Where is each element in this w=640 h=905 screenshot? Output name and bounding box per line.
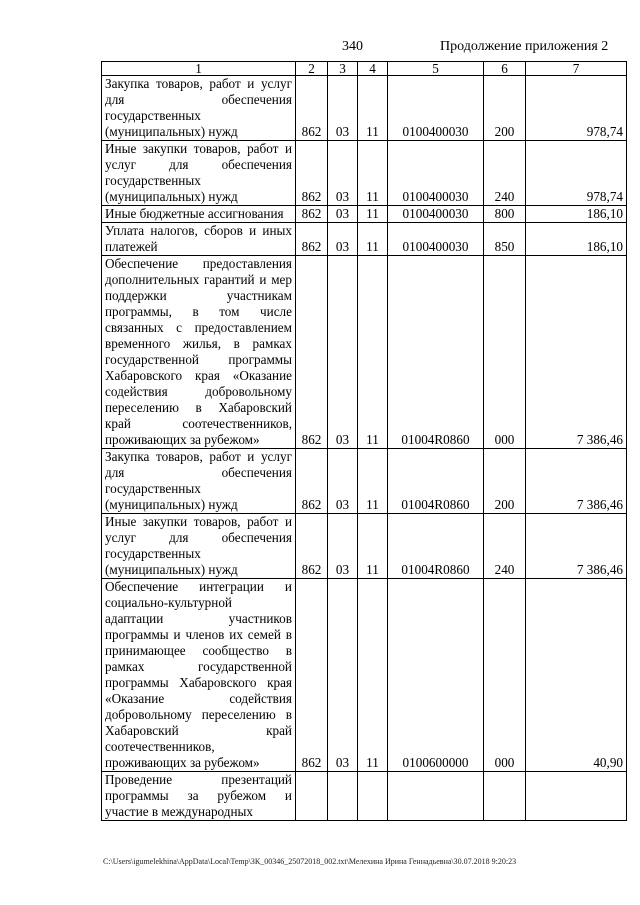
row-target-article: 0100400030 bbox=[388, 76, 484, 141]
row-subsection: 11 bbox=[358, 449, 388, 514]
col-number: 1 bbox=[102, 62, 296, 76]
row-code-grbs: 862 bbox=[296, 206, 328, 223]
col-number: 4 bbox=[358, 62, 388, 76]
column-number-row bbox=[102, 62, 627, 76]
row-name: Обеспечение интеграции и социально-культурной адаптации участников программы и членов их семей в принимающее сообщество в рамках государственной программы Хабаровского края «Оказание содействия добровольному переселению в Хабаровский край соотечественников, проживающих за рубежом» bbox=[102, 579, 296, 772]
row-expense-type: 000 bbox=[484, 256, 526, 449]
row-target-article bbox=[388, 772, 484, 821]
budget-table bbox=[101, 61, 627, 821]
table-row bbox=[102, 579, 627, 772]
row-target-article: 0100400030 bbox=[388, 206, 484, 223]
row-name: Закупка товаров, работ и услуг для обеспечения государственных (муниципальных) нужд bbox=[102, 76, 296, 141]
row-subsection: 11 bbox=[358, 223, 388, 256]
table-row bbox=[102, 449, 627, 514]
row-expense-type: 800 bbox=[484, 206, 526, 223]
table-row bbox=[102, 206, 627, 223]
row-code-grbs: 862 bbox=[296, 256, 328, 449]
row-expense-type: 000 bbox=[484, 579, 526, 772]
table-body bbox=[102, 62, 627, 821]
col-number: 5 bbox=[388, 62, 484, 76]
row-name: Иные закупки товаров, работ и услуг для обеспечения государственных (муниципальных) нужд bbox=[102, 514, 296, 579]
row-name: Обеспечение предоставления дополнительных гарантий и мер поддержки участникам программы, в том числе связанных с предоставлением временного жилья, в рамках государственной программы Хабаровского края «Оказание содействия добровольному переселению в Хабаровский край соотечественников, проживающих за рубежом» bbox=[102, 256, 296, 449]
table-row bbox=[102, 76, 627, 141]
row-section: 03 bbox=[328, 256, 358, 449]
file-path-footer: C:\Users\igumelekhina\AppData\Local\Temp\ЗК_00346_25072018_002.txt\Мелехина Ирина Геннадьевна\30.07.2018 9:20:23 bbox=[103, 857, 517, 866]
row-subsection bbox=[358, 772, 388, 821]
row-expense-type bbox=[484, 772, 526, 821]
row-name: Иные бюджетные ассигнования bbox=[102, 206, 296, 223]
col-number: 6 bbox=[484, 62, 526, 76]
row-target-article: 0100600000 bbox=[388, 579, 484, 772]
row-code-grbs: 862 bbox=[296, 579, 328, 772]
row-subsection: 11 bbox=[358, 141, 388, 206]
row-code-grbs: 862 bbox=[296, 514, 328, 579]
row-section: 03 bbox=[328, 449, 358, 514]
row-expense-type: 850 bbox=[484, 223, 526, 256]
row-name: Проведение презентаций программы за рубежом и участие в международных bbox=[102, 772, 296, 821]
row-code-grbs: 862 bbox=[296, 141, 328, 206]
row-amount: 7 386,46 bbox=[526, 514, 627, 579]
row-target-article: 01004R0860 bbox=[388, 256, 484, 449]
row-code-grbs: 862 bbox=[296, 223, 328, 256]
row-target-article: 0100400030 bbox=[388, 141, 484, 206]
row-amount bbox=[526, 772, 627, 821]
row-expense-type: 240 bbox=[484, 141, 526, 206]
row-name: Уплата налогов, сборов и иных платежей bbox=[102, 223, 296, 256]
table-row bbox=[102, 256, 627, 449]
table-row bbox=[102, 772, 627, 821]
row-section: 03 bbox=[328, 76, 358, 141]
table-row bbox=[102, 514, 627, 579]
table-row bbox=[102, 141, 627, 206]
row-amount: 186,10 bbox=[526, 206, 627, 223]
row-amount: 40,90 bbox=[526, 579, 627, 772]
row-name: Иные закупки товаров, работ и услуг для обеспечения государственных (муниципальных) нужд bbox=[102, 141, 296, 206]
row-name: Закупка товаров, работ и услуг для обеспечения государственных (муниципальных) нужд bbox=[102, 449, 296, 514]
row-section: 03 bbox=[328, 206, 358, 223]
table-row bbox=[102, 223, 627, 256]
row-section: 03 bbox=[328, 223, 358, 256]
row-subsection: 11 bbox=[358, 579, 388, 772]
row-target-article: 01004R0860 bbox=[388, 514, 484, 579]
row-expense-type: 200 bbox=[484, 449, 526, 514]
row-code-grbs bbox=[296, 772, 328, 821]
row-expense-type: 200 bbox=[484, 76, 526, 141]
row-target-article: 01004R0860 bbox=[388, 449, 484, 514]
row-code-grbs: 862 bbox=[296, 449, 328, 514]
row-amount: 7 386,46 bbox=[526, 256, 627, 449]
row-expense-type: 240 bbox=[484, 514, 526, 579]
row-subsection: 11 bbox=[358, 514, 388, 579]
row-code-grbs: 862 bbox=[296, 76, 328, 141]
row-section: 03 bbox=[328, 141, 358, 206]
row-section: 03 bbox=[328, 514, 358, 579]
row-target-article: 0100400030 bbox=[388, 223, 484, 256]
row-subsection: 11 bbox=[358, 76, 388, 141]
row-amount: 978,74 bbox=[526, 76, 627, 141]
row-amount: 186,10 bbox=[526, 223, 627, 256]
row-section bbox=[328, 772, 358, 821]
col-number: 2 bbox=[296, 62, 328, 76]
page-number: 340 bbox=[342, 39, 363, 54]
row-subsection: 11 bbox=[358, 256, 388, 449]
row-section: 03 bbox=[328, 579, 358, 772]
continuation-label: Продолжение приложения 2 bbox=[440, 39, 609, 54]
row-subsection: 11 bbox=[358, 206, 388, 223]
col-number: 3 bbox=[328, 62, 358, 76]
row-amount: 978,74 bbox=[526, 141, 627, 206]
row-amount: 7 386,46 bbox=[526, 449, 627, 514]
col-number: 7 bbox=[526, 62, 627, 76]
